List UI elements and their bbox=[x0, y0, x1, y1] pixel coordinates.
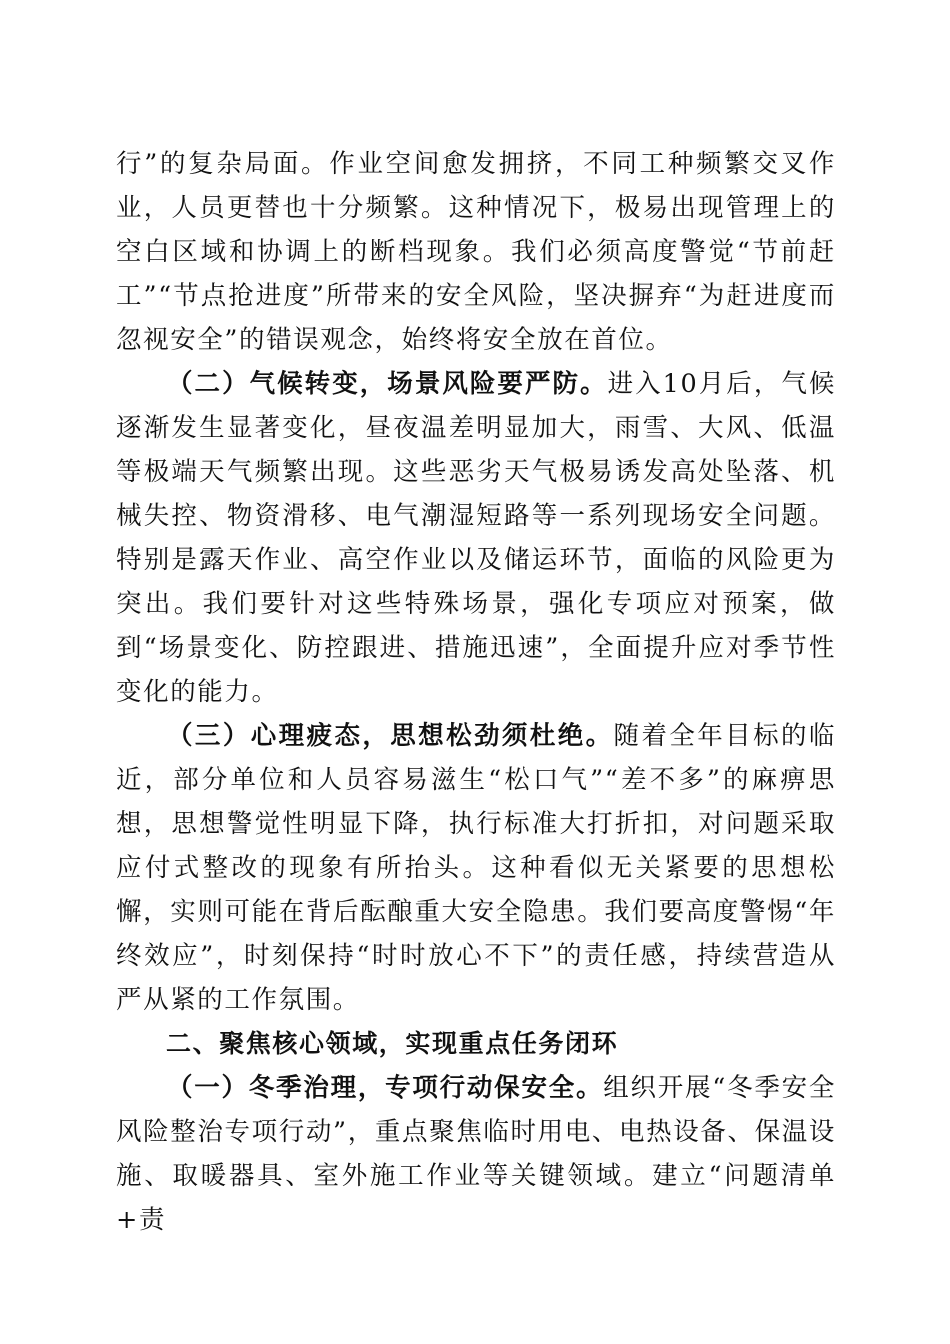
paragraph-text: 进入10月后，气候逐渐发生显著变化，昼夜温差明显加大，雨雪、大风、低温等极端天气频繁出现。这些恶劣天气极易诱发高处坠落、机械失控、物资滑移、电气潮湿短路等一系列现场安全问题。特别是露天作业、高空作业以及储运环节，面临的风险更为突出。我们要针对这些特殊场景，强化专项应对预案，做到“场景变化、防控跟进、措施迅速”，全面提升应对季节性变化的能力。 bbox=[116, 369, 836, 707]
paragraph-lead-heading: （三）心理疲态，思想松劲须杜绝。 bbox=[167, 721, 614, 751]
paragraph-text: 行”的复杂局面。作业空间愈发拥挤，不同工种频繁交叉作业，人员更替也十分频繁。这种情况下，极易出现管理上的空白区域和协调上的断档现象。我们必须高度警觉“节前赶工”“节点抢进度”所带来的安全风险，坚决摒弃“为赶进度而忽视安全”的错误观念，始终将安全放在首位。 bbox=[116, 149, 836, 355]
paragraph-text: 随着全年目标的临近，部分单位和人员容易滋生“松口气”“差不多”的麻痹思想，思想警觉性明显下降，执行标准大打折扣，对问题采取应付式整改的现象有所抬头。这种看似无关紧要的思想松懈，实则可能在背后酝酿重大安全隐患。我们要高度警惕“年终效应”，时刻保持“时时放心不下”的责任感，持续营造从严从紧的工作氛围。 bbox=[116, 721, 836, 1015]
paragraph-text: 组织开展“冬季安全风险整治专项行动”，重点聚焦临时用电、电热设备、保温设施、取暖器具、室外施工作业等关键领域。建立“问题清单+责 bbox=[116, 1073, 837, 1235]
paragraph-lead-heading: （二）气候转变，场景风险要严防。 bbox=[167, 369, 608, 399]
paragraph-climate bbox=[116, 362, 836, 714]
paragraph-mindset bbox=[116, 714, 836, 1022]
paragraph-continuation bbox=[116, 142, 836, 362]
section-heading: 二、聚焦核心领域，实现重点任务闭环 bbox=[166, 1029, 619, 1058]
paragraph-lead-heading: （一）冬季治理，专项行动保安全。 bbox=[167, 1073, 604, 1103]
paragraph-winter-governance bbox=[116, 1066, 836, 1242]
document-body bbox=[116, 142, 836, 1242]
